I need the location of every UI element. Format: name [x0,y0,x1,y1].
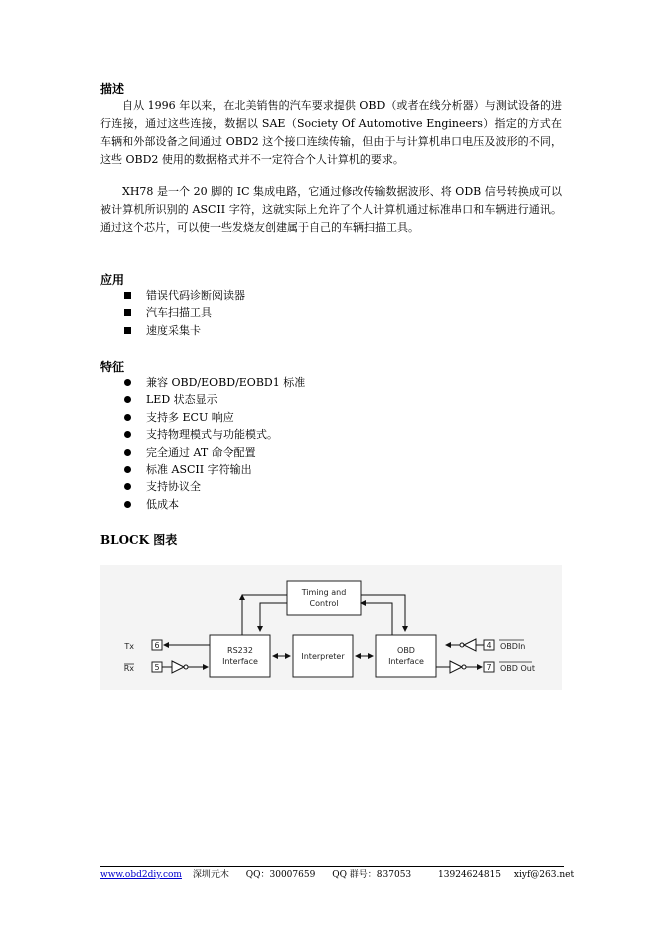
round-bullet-icon [124,396,131,403]
email-address: xiyf@263.net [513,870,575,880]
obd-label-1: OBD [397,646,415,655]
round-bullet-icon [124,466,131,473]
round-bullet-icon [124,449,131,456]
timing-control-block [287,581,361,615]
list-item: 低成本 [120,496,305,513]
rs232-block [210,635,270,677]
round-bullet-icon [124,379,131,386]
round-bullet-icon [124,431,131,438]
description-text-1: 自从 1996 年以来，在北美销售的汽车要求提供 OBD（或者在线分析器）与测试设备的进行连接，通过这些连接，数据以 SAE（Society Of Automotive Engineers）指定的方式在车辆和外部设备之间通过 OBD2 这个接口连续传输，但由于与计算机串口电压及波形的不同，这些 OBD2 使用的数据格式并不一定符合个人计算机的要求。 [100,99,562,166]
round-bullet-icon [124,414,131,421]
company-name: 深圳元木 [192,870,229,880]
interpreter-label: Interpreter [301,652,345,661]
svg-text:7: 7 [486,663,492,672]
footer-divider [100,866,564,867]
svg-text:6: 6 [154,641,160,650]
obd-interface-block [376,635,436,677]
square-bullet-icon [124,292,131,299]
list-item: LED 状态显示 [120,391,305,408]
list-item: 汽车扫描工具 [120,304,245,321]
phone-number: 13924624815 [438,870,502,880]
description-heading: 描述 [100,82,125,96]
description-paragraph-1 [100,97,562,169]
block-diagram [100,565,562,690]
qq-group: QQ 群号：837053 [332,870,412,880]
obdin-label: OBDIn [500,642,526,651]
timing-label-2: Control [309,599,339,608]
qq-number: QQ：30007659 [245,870,316,880]
list-item: 支持协议全 [120,478,305,495]
list-item: 支持物理模式与功能模式。 [120,426,305,443]
description-text-2: XH78 是一个 20 脚的 IC 集成电路，它通过修改传输数据波形、将 ODB 信号转换成可以被计算机所识别的 ASCII 字符，这就实际上允许了个人计算机通过标准串口和车辆进行通讯。通过这个芯片，可以使一些发烧友创建属于自己的车辆扫描工具。 [100,185,562,234]
svg-text:4: 4 [486,641,492,650]
list-item: 兼容 OBD/EOBD/EOBD1 标准 [120,374,305,391]
block-diagram-svg [100,565,562,690]
rs232-label-1: RS232 [227,646,253,655]
obdout-label: OBD Out [500,664,535,673]
svg-text:5: 5 [154,663,160,672]
list-item: 错误代码诊断阅读器 [120,287,245,304]
applications-heading: 应用 [100,273,125,287]
rs232-label-2: Interface [222,657,258,666]
features-heading: 特征 [100,360,125,374]
block-diagram-heading: BLOCK 图表 [100,533,178,547]
rx-label: Rx [123,664,134,673]
square-bullet-icon [124,327,131,334]
list-item: 完全通过 AT 命令配置 [120,444,305,461]
footer [100,869,584,881]
round-bullet-icon [124,501,131,508]
applications-list [120,287,245,339]
round-bullet-icon [124,483,131,490]
obd-label-2: Interface [388,657,424,666]
timing-label-1: Timing and [301,588,347,597]
square-bullet-icon [124,309,131,316]
description-paragraph-2 [100,183,562,237]
list-item: 标准 ASCII 字符输出 [120,461,305,478]
list-item: 支持多 ECU 响应 [120,409,305,426]
tx-label: Tx [124,642,134,651]
features-list [120,374,305,513]
list-item: 速度采集卡 [120,322,245,339]
website-link[interactable]: www.obd2diy.com [100,870,182,880]
